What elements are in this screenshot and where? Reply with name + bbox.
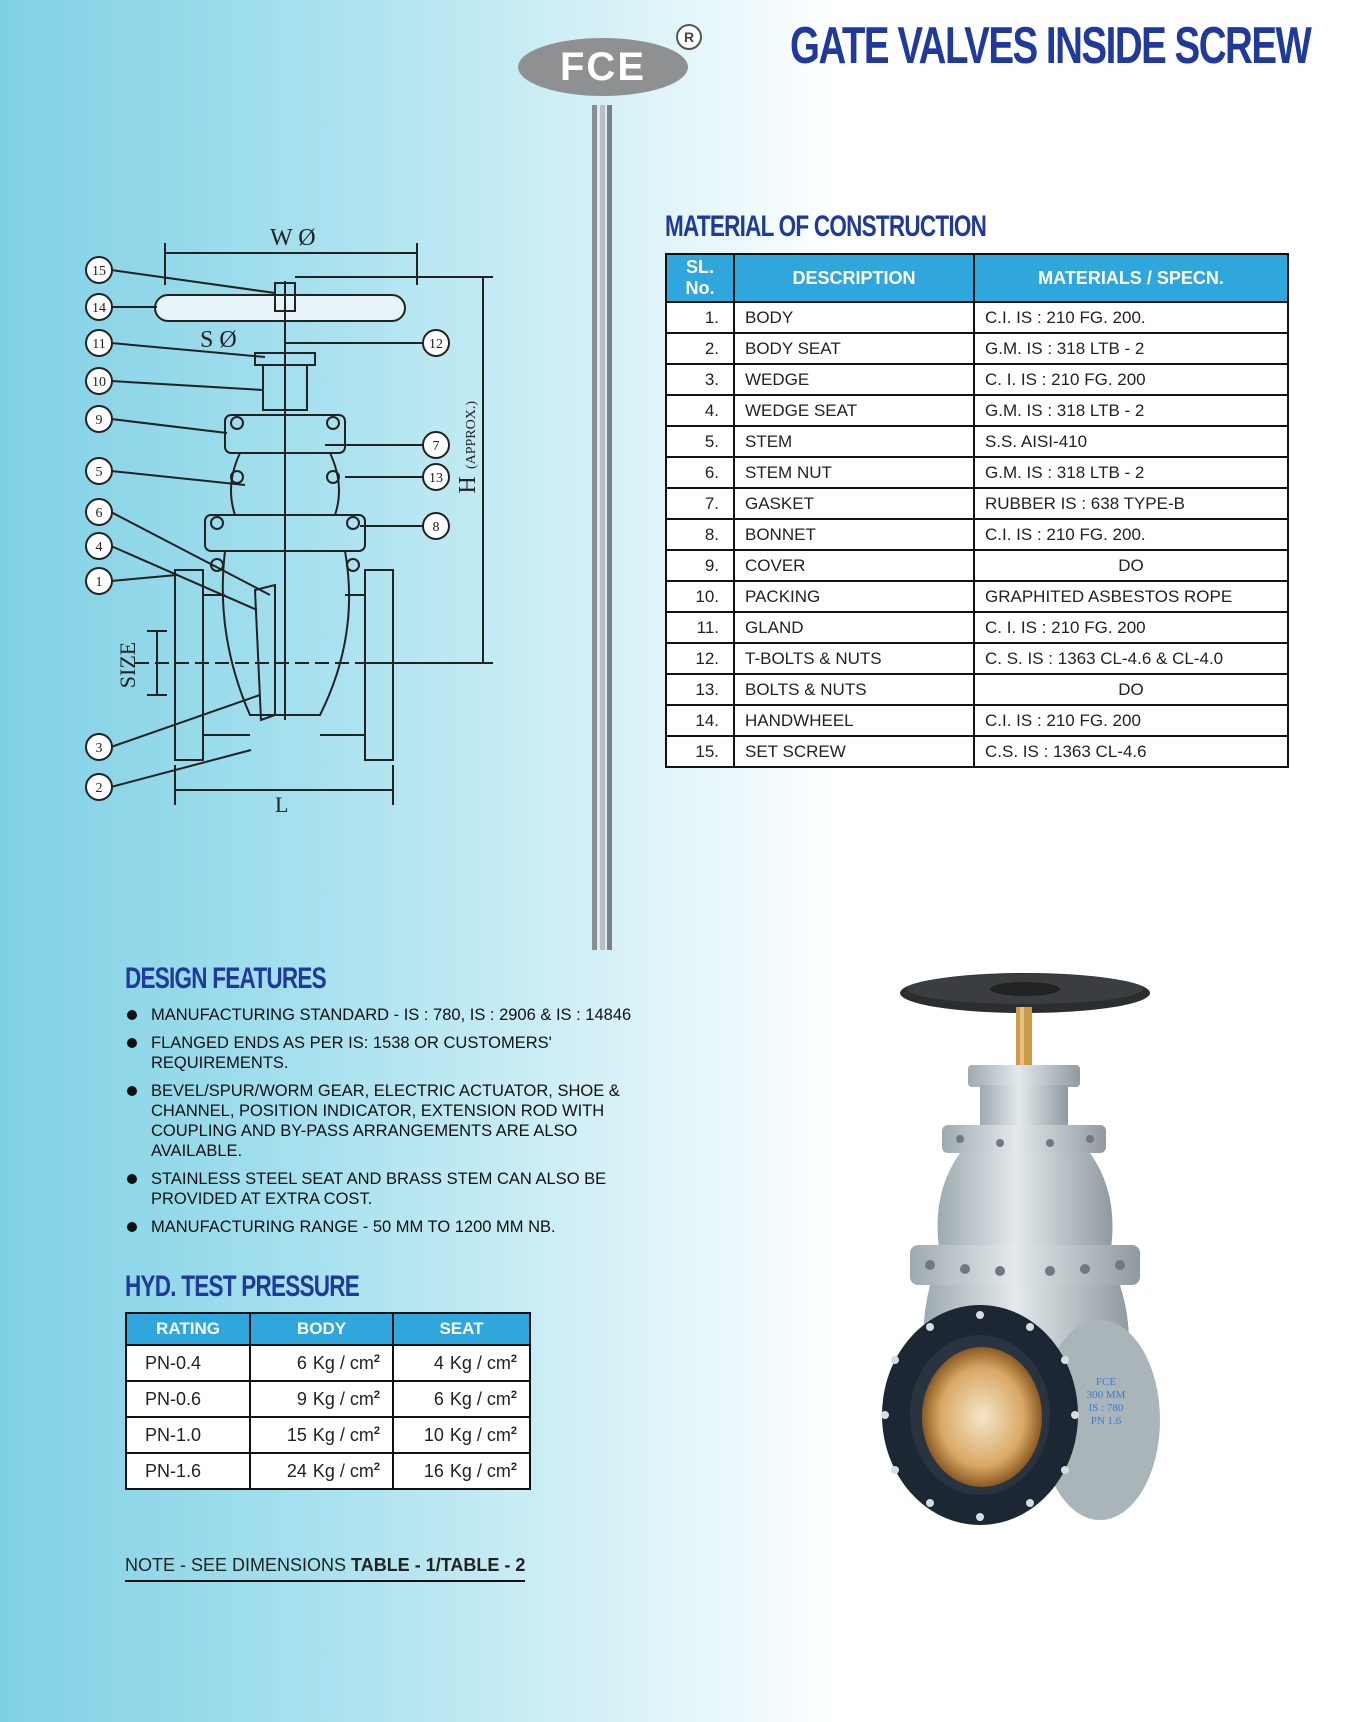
table-row (666, 581, 1288, 612)
dim-h-label: H (455, 476, 481, 494)
dimensions-note (125, 1555, 525, 1582)
callout-6: 6 (95, 506, 103, 521)
material-cell-sl: 1. (666, 302, 734, 333)
material-cell-sl: 9. (666, 550, 734, 581)
pressure-cell-rating: PN-1.0 (126, 1417, 250, 1453)
dim-s-label: S Ø (200, 327, 237, 353)
pressure-unit-sup: 2 (373, 1352, 380, 1365)
material-cell-desc: COVER (734, 550, 974, 581)
material-cell-mat: C. S. IS : 1363 CL-4.6 & CL-4.0 (974, 643, 1288, 674)
pressure-unit-sup: 2 (373, 1460, 380, 1473)
material-cell-mat: G.M. IS : 318 LTB - 2 (974, 395, 1288, 426)
pressure-unit-sup: 2 (510, 1388, 517, 1401)
table-row (126, 1417, 530, 1453)
valve-cross-section-diagram (75, 215, 515, 830)
material-cell-sl: 14. (666, 705, 734, 736)
material-cell-sl: 11. (666, 612, 734, 643)
table-row (666, 333, 1288, 364)
pressure-unit-sup: 2 (510, 1424, 517, 1437)
material-cell-desc: WEDGE SEAT (734, 395, 974, 426)
design-features-heading: DESIGN FEATURES (125, 962, 326, 995)
callout-2: 2 (95, 781, 103, 796)
fce-logo (518, 29, 695, 96)
pressure-unit-sup: 2 (510, 1352, 517, 1365)
material-cell-mat: G.M. IS : 318 LTB - 2 (974, 333, 1288, 364)
pressure-cell-rating: PN-1.6 (126, 1453, 250, 1489)
callout-15: 15 (92, 264, 106, 279)
material-cell-desc: T-BOLTS & NUTS (734, 643, 974, 674)
table-row (666, 364, 1288, 395)
material-cell-sl: 5. (666, 426, 734, 457)
material-table-header (666, 254, 1288, 302)
photo-marking-2: 300 MM (1086, 1389, 1126, 1401)
col-description: DESCRIPTION (734, 254, 974, 302)
pressure-table (125, 1312, 531, 1490)
pressure-unit-sup: 2 (373, 1424, 380, 1437)
pressure-cell-seat (393, 1453, 530, 1489)
note-prefix: NOTE - SEE DIMENSIONS (125, 1555, 352, 1575)
pressure-value: 6 (296, 1352, 307, 1373)
callout-1: 1 (95, 575, 103, 590)
pressure-cell-rating: PN-0.4 (126, 1345, 250, 1381)
material-cell-sl: 8. (666, 519, 734, 550)
pressure-value: 15 (286, 1424, 307, 1445)
material-cell-mat: C. I. IS : 210 FG. 200 (974, 364, 1288, 395)
col-seat: SEAT (393, 1313, 530, 1345)
col-sl (666, 254, 734, 302)
col-rating: RATING (126, 1313, 250, 1345)
material-cell-desc: BODY (734, 302, 974, 333)
callout-10: 10 (92, 375, 106, 390)
logo-text: FCE (560, 44, 646, 89)
registered-mark: R (676, 24, 702, 50)
material-cell-mat: S.S. AISI-410 (974, 426, 1288, 457)
table-row (666, 643, 1288, 674)
list-item: MANUFACTURING RANGE - 50 MM TO 1200 MM NB. (125, 1217, 655, 1237)
table-row (666, 674, 1288, 705)
pressure-cell-seat (393, 1345, 530, 1381)
material-cell-desc: GLAND (734, 612, 974, 643)
list-item: STAINLESS STEEL SEAT AND BRASS STEM CAN ALSO BE PROVIDED AT EXTRA COST. (125, 1169, 655, 1209)
material-cell-sl: 15. (666, 736, 734, 767)
table-row (666, 395, 1288, 426)
pressure-cell-body (250, 1453, 393, 1489)
pressure-unit-sup: 2 (510, 1460, 517, 1473)
material-cell-sl: 3. (666, 364, 734, 395)
material-cell-desc: PACKING (734, 581, 974, 612)
pressure-unit: Kg / cm (449, 1388, 511, 1409)
callout-3: 3 (95, 741, 103, 756)
photo-marking-1: FCE (1095, 1376, 1117, 1388)
pressure-value: 16 (423, 1460, 444, 1481)
pressure-cell-body (250, 1381, 393, 1417)
table-row (126, 1381, 530, 1417)
vertical-divider (592, 105, 616, 950)
col-body: BODY (250, 1313, 393, 1345)
photo-marking-4: PN 1.6 (1090, 1415, 1122, 1427)
col-sl-line2: No. (685, 278, 715, 298)
pressure-value: 4 (433, 1352, 444, 1373)
table-row (666, 302, 1288, 333)
pressure-cell-rating: PN-0.6 (126, 1381, 250, 1417)
material-cell-mat: G.M. IS : 318 LTB - 2 (974, 457, 1288, 488)
dim-w-label: W Ø (270, 225, 316, 251)
callout-9: 9 (95, 413, 103, 428)
table-row (666, 488, 1288, 519)
pressure-cell-body (250, 1345, 393, 1381)
table-row (666, 550, 1288, 581)
table-row (666, 426, 1288, 457)
photo-marking-3: IS : 780 (1088, 1402, 1124, 1414)
table-row (126, 1453, 530, 1489)
material-cell-desc: STEM NUT (734, 457, 974, 488)
pressure-value: 10 (423, 1424, 444, 1445)
hyd-test-heading: HYD. TEST PRESSURE (125, 1270, 360, 1303)
callout-13: 13 (429, 471, 443, 486)
table-row (666, 457, 1288, 488)
material-cell-sl: 10. (666, 581, 734, 612)
material-cell-sl: 4. (666, 395, 734, 426)
material-cell-mat: C.I. IS : 210 FG. 200. (974, 302, 1288, 333)
material-cell-desc: STEM (734, 426, 974, 457)
table-row (126, 1345, 530, 1381)
material-cell-desc: BODY SEAT (734, 333, 974, 364)
material-cell-sl: 2. (666, 333, 734, 364)
material-cell-sl: 7. (666, 488, 734, 519)
material-cell-mat: DO (974, 550, 1288, 581)
table-row (666, 612, 1288, 643)
material-cell-sl: 13. (666, 674, 734, 705)
dim-h-note: (APPROX.) (464, 400, 479, 470)
list-item: FLANGED ENDS AS PER IS: 1538 OR CUSTOMERS' REQUIREMENTS. (125, 1033, 655, 1073)
callout-4: 4 (95, 540, 103, 555)
list-item: BEVEL/SPUR/WORM GEAR, ELECTRIC ACTUATOR, SHOE & CHANNEL, POSITION INDICATOR, EXTENSION ROD WITH COUPLING AND BY-PASS ARRANGEMENTS ARE ALSO AVAILABLE. (125, 1081, 655, 1161)
pressure-cell-seat (393, 1381, 530, 1417)
material-cell-mat: C. I. IS : 210 FG. 200 (974, 612, 1288, 643)
table-row (666, 519, 1288, 550)
pressure-table-header (126, 1313, 530, 1345)
note-table-ref: TABLE - 1/TABLE - 2 (351, 1555, 526, 1575)
pressure-unit: Kg / cm (312, 1460, 374, 1481)
dim-l-label: L (275, 792, 289, 817)
gate-valve-photo (870, 965, 1180, 1540)
pressure-unit: Kg / cm (449, 1460, 511, 1481)
material-cell-desc: BONNET (734, 519, 974, 550)
logo-oval (518, 38, 688, 96)
pressure-unit: Kg / cm (312, 1388, 374, 1409)
material-cell-desc: BOLTS & NUTS (734, 674, 974, 705)
col-materials: MATERIALS / SPECN. (974, 254, 1288, 302)
callout-5: 5 (95, 465, 103, 480)
pressure-cell-seat (393, 1417, 530, 1453)
pressure-unit-sup: 2 (373, 1388, 380, 1401)
design-features-list (125, 1005, 655, 1245)
material-cell-mat: GRAPHITED ASBESTOS ROPE (974, 581, 1288, 612)
pressure-value: 6 (433, 1388, 444, 1409)
material-cell-sl: 6. (666, 457, 734, 488)
material-cell-mat: C.I. IS : 210 FG. 200. (974, 519, 1288, 550)
pressure-value: 24 (286, 1460, 307, 1481)
list-item: MANUFACTURING STANDARD - IS : 780, IS : 2906 & IS : 14846 (125, 1005, 655, 1025)
material-cell-mat: RUBBER IS : 638 TYPE-B (974, 488, 1288, 519)
pressure-cell-body (250, 1417, 393, 1453)
callout-11: 11 (92, 337, 106, 352)
material-cell-desc: SET SCREW (734, 736, 974, 767)
dim-size-label: SIZE (115, 641, 140, 689)
callout-14: 14 (92, 301, 106, 316)
pressure-unit: Kg / cm (312, 1424, 374, 1445)
material-cell-mat: DO (974, 674, 1288, 705)
callout-7: 7 (432, 439, 440, 454)
table-row (666, 736, 1288, 767)
material-table (665, 253, 1289, 768)
material-cell-mat: C.I. IS : 210 FG. 200 (974, 705, 1288, 736)
pressure-unit: Kg / cm (312, 1352, 374, 1373)
pressure-value: 9 (296, 1388, 307, 1409)
material-cell-desc: WEDGE (734, 364, 974, 395)
pressure-unit: Kg / cm (449, 1352, 511, 1373)
col-sl-line1: SL. (685, 257, 714, 277)
callout-12: 12 (429, 337, 443, 352)
page-title: GATE VALVES INSIDE SCREW (790, 17, 1311, 75)
material-cell-sl: 12. (666, 643, 734, 674)
material-heading: MATERIAL OF CONSTRUCTION (665, 210, 987, 243)
table-row (666, 705, 1288, 736)
callout-8: 8 (432, 520, 440, 535)
material-cell-desc: HANDWHEEL (734, 705, 974, 736)
pressure-unit: Kg / cm (449, 1424, 511, 1445)
material-cell-desc: GASKET (734, 488, 974, 519)
material-cell-mat: C.S. IS : 1363 CL-4.6 (974, 736, 1288, 767)
